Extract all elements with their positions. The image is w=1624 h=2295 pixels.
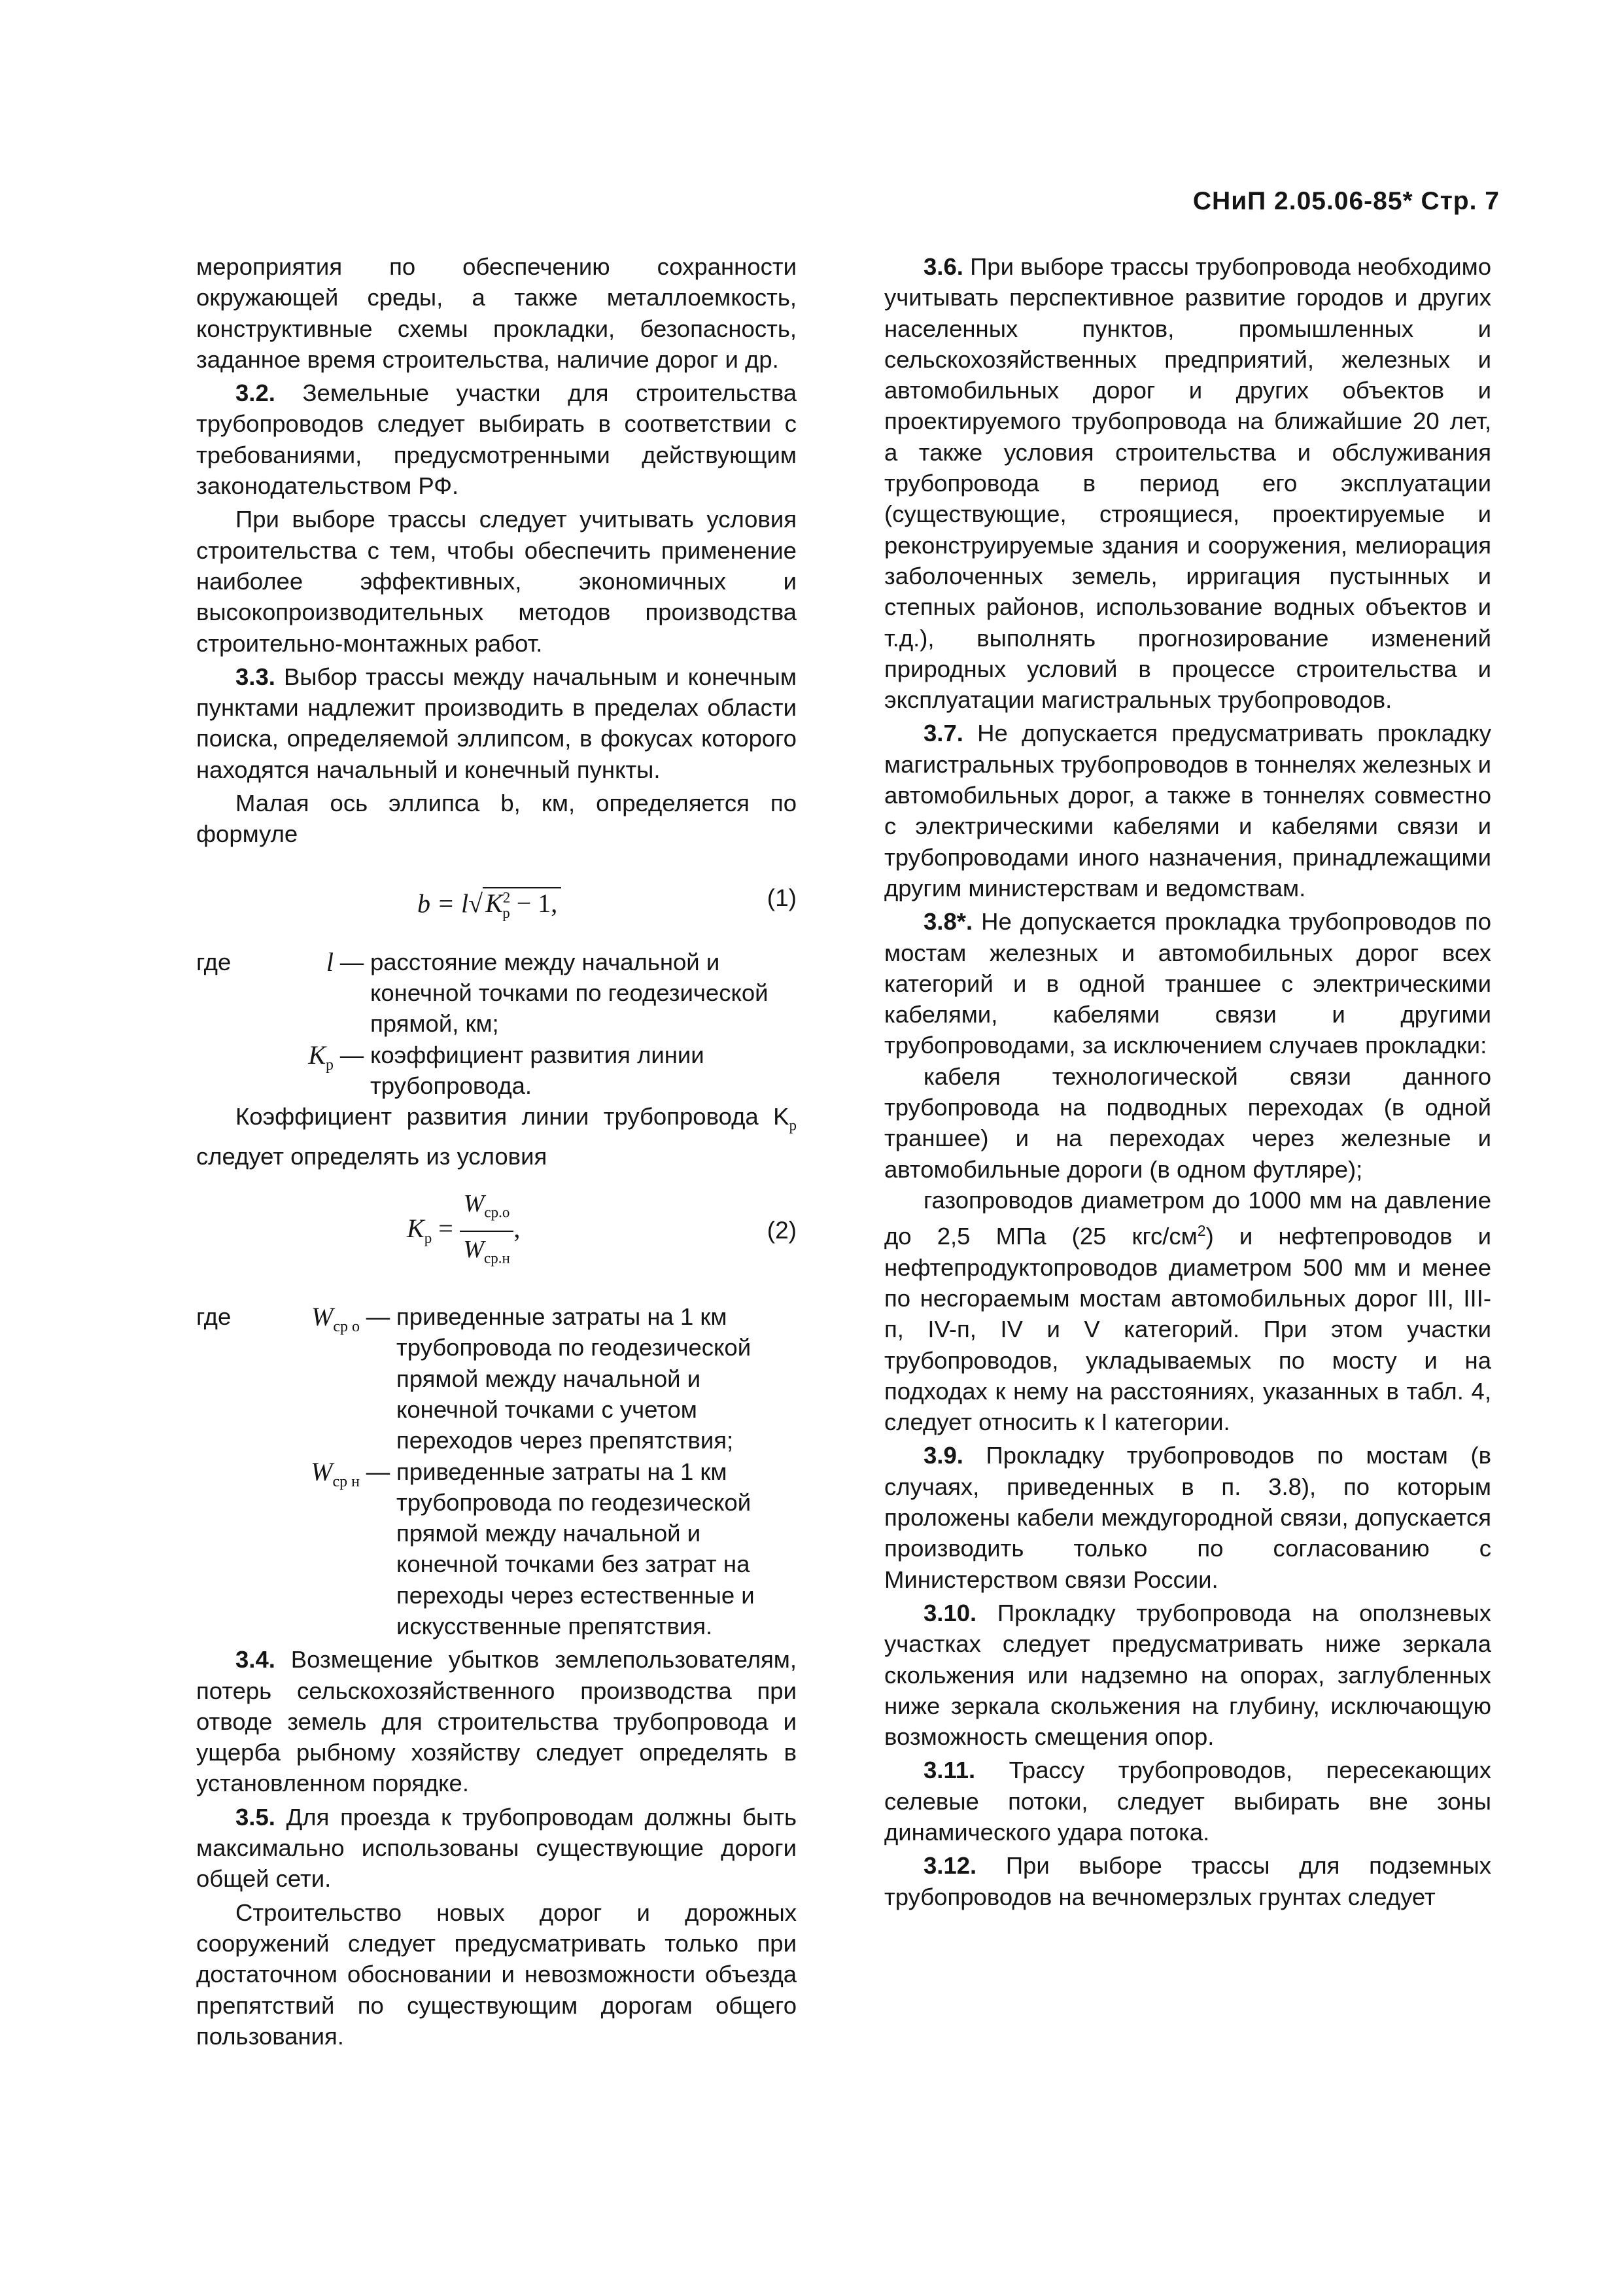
section-text: Не допускается предусматривать прокладку магистральных трубопроводов в тоннелях железных и автомобильных дорог, а также в тоннелях совместно с электрическими кабелями и кабелями связи и трубопроводами иного назначения, принадлежащими другим министерствам и ведомствам. bbox=[884, 720, 1491, 902]
where-label: где bbox=[196, 948, 232, 975]
section-3-3 bbox=[196, 661, 797, 785]
section-3-8 bbox=[884, 906, 1491, 1060]
symbol-letter: K bbox=[308, 1040, 326, 1070]
right-column bbox=[884, 251, 1491, 1912]
section-text: Прокладку трубопровода на оползневых участках следует предусматривать ниже зеркала скольжения или надземно на опорах, заглубленных ниже зеркала скольжения на глубину, исключающую возможность смещения опор. bbox=[884, 1599, 1491, 1751]
section-3-10 bbox=[884, 1598, 1491, 1752]
paragraph-new-roads: Строительство новых дорог и дорожных сооружений следует предусматривать только при достаточном обосновании и невозможности объезда препятствий по существующим дорогам общего пользования. bbox=[196, 1899, 797, 2050]
paragraph-cable-exception: кабеля технологической связи данного трубопровода на подводных переходах (в одной траншее) и на переходах через железные и автомобильные дороги (в одном футляре); bbox=[884, 1062, 1491, 1183]
definition-row bbox=[196, 1301, 797, 1456]
paragraph-route-conditions: При выборе трассы следует учитывать условия строительства с тем, чтобы обеспечить применение наиболее эффективных, экономичных и высокопроизводительных методов производства строительно-монтажных работ. bbox=[196, 506, 797, 657]
section-3-2 bbox=[196, 377, 797, 501]
definition-text: приведенные затраты на 1 км трубопровода по геодезической прямой между начальной и конечной точками с учетом переходов через препятствия; bbox=[396, 1303, 752, 1454]
fraction bbox=[460, 1189, 514, 1274]
section-text: Для проезда к трубопроводам должны быть максимально использованы существующие дороги общей сети. bbox=[196, 1803, 797, 1893]
definition-symbol bbox=[268, 1301, 360, 1342]
paragraph-intro: мероприятия по обеспечению сохранности окружающей среды, а также металлоемкость, конструктивные схемы прокладки, безопасность, заданное время строительства, наличие дорог и др. bbox=[196, 253, 797, 373]
formula-subscript: р bbox=[424, 1230, 432, 1247]
unit-superscript: 2 bbox=[1197, 1222, 1206, 1240]
section-3-11 bbox=[884, 1755, 1491, 1848]
section-text: Выбор трассы между начальным и конечным пунктами надлежит производить в пределах области поиска, определяемой эллипсом, в фокусах которого находятся начальный и конечный пункты. bbox=[196, 663, 797, 783]
definition-text: расстояние между начальной и конечной точками по геодезической прямой, км; bbox=[370, 948, 769, 1038]
formula-2 bbox=[196, 1183, 797, 1275]
paragraph-ellipse-axis: Малая ось эллипса b, км, определяется по формуле bbox=[196, 790, 797, 848]
definition-row bbox=[196, 1040, 797, 1102]
running-head: СНиП 2.05.06-85* Стр. 7 bbox=[1192, 187, 1500, 215]
formula-2-expression bbox=[407, 1189, 520, 1274]
section-text: Земельные участки для строительства трубопроводов следует выбирать в соответствии с требованиями, предусмотренными действующим законодательством РФ. bbox=[196, 379, 797, 500]
symbol-letter: W bbox=[311, 1456, 333, 1486]
section-number: 3.2. bbox=[235, 379, 275, 407]
numerator-symbol: W bbox=[463, 1190, 485, 1218]
coef-subscript: р bbox=[789, 1117, 797, 1134]
formula-equals: = bbox=[432, 1214, 460, 1244]
coef-text: Коэффициент развития линии трубопровода K bbox=[235, 1103, 789, 1130]
numerator-subscript: ср.о bbox=[484, 1204, 510, 1221]
where-label: где bbox=[196, 1303, 232, 1331]
formula-superscript: 2 bbox=[502, 889, 511, 906]
section-text: При выборе трассы трубопровода необходимо учитывать перспективное развитие городов и других населенных пунктов, промышленных и сельскохозяйственных предприятий, железных и автомобильных дорог и других объектов и проектируемого трубопровода на ближайшие 20 лет, а также условия строительства и обслуживания трубопровода в период его эксплуатации (существующие, строящиеся, проектируемые и реконструируемые здания и сооружения, мелиорация заболоченных земель, ирригация пустынных и степных районов, использование водных объектов и т.д.), выполнять прогнозирование изменений природных условий в процессе строительства и эксплуатации магистральных трубопроводов. bbox=[884, 253, 1491, 714]
left-column bbox=[196, 251, 797, 2052]
section-number: 3.8*. bbox=[924, 908, 973, 936]
definition-dash: — bbox=[366, 1303, 390, 1331]
section-3-6 bbox=[884, 251, 1491, 715]
formula-tail: , bbox=[513, 1214, 521, 1244]
symbol-subscript: р bbox=[326, 1056, 334, 1074]
denominator-subscript: ср.н bbox=[484, 1250, 510, 1267]
equation-number: (1) bbox=[767, 884, 797, 911]
definition-symbol bbox=[268, 1040, 334, 1081]
formula-1 bbox=[196, 868, 797, 937]
section-3-4 bbox=[196, 1644, 797, 1798]
section-number: 3.6. bbox=[924, 253, 963, 280]
definition-symbol bbox=[268, 947, 334, 977]
section-3-12 bbox=[884, 1850, 1491, 1912]
formula-1-expression: b = l√ $K^2_р - 1$, bbox=[417, 883, 561, 929]
symbol-letter: W bbox=[311, 1302, 334, 1332]
section-text: Возмещение убытков землепользователям, потерь сельскохозяйственного производства при отводе земель для строительства трубопровода и ущерба рыбному хозяйству следует определять в установленном порядке. bbox=[196, 1646, 797, 1797]
formula-tail: − 1, bbox=[510, 888, 558, 918]
fraction-denominator bbox=[460, 1232, 514, 1274]
section-number: 3.11. bbox=[924, 1757, 976, 1784]
section-number: 3.5. bbox=[235, 1803, 275, 1831]
symbol-subscript: ср н bbox=[332, 1473, 360, 1490]
definition-dash: — bbox=[339, 948, 364, 975]
section-3-9 bbox=[884, 1440, 1491, 1594]
definition-dash: — bbox=[366, 1458, 390, 1485]
section-number: 3.4. bbox=[235, 1646, 275, 1673]
section-text: Трассу трубопроводов, пересекающих селевые потоки, следует выбирать вне зоны динамического удара потока. bbox=[884, 1757, 1491, 1846]
symbol-subscript: ср о bbox=[333, 1318, 360, 1336]
definitions-2 bbox=[196, 1301, 797, 1641]
formula-lhs: b = l bbox=[417, 888, 469, 918]
definition-row bbox=[196, 1456, 797, 1642]
definition-dash: — bbox=[339, 1041, 364, 1068]
fraction-numerator bbox=[460, 1189, 514, 1232]
paragraph-coefficient bbox=[196, 1101, 797, 1172]
gas-text-a: газопроводов диаметром до 1000 мм на давление до 2,5 МПа (25 кгс/см bbox=[884, 1186, 1491, 1250]
definitions-1 bbox=[196, 947, 797, 1101]
gas-text-b: ) и нефтепроводов и нефтепродуктопроводов диаметром 500 мм и менее по несгораемым мостам автомобильных дорог III, III-п, IV-п, IV и V категорий. При этом участки трубопроводов, укладываемых по мосту и на подходах к нему на расстояниях, указанных в табл. 4, следует относить к I категории. bbox=[884, 1223, 1491, 1436]
paragraph-gas-exception bbox=[884, 1185, 1491, 1438]
definition-symbol bbox=[268, 1456, 360, 1498]
section-text: Не допускается прокладка трубопроводов по мостам железных и автомобильных дорог всех категорий и в одной траншее с электрическими кабелями, кабелями связи и другими трубопроводами, за исключением случаев прокладки: bbox=[884, 908, 1491, 1059]
section-number: 3.3. bbox=[235, 663, 275, 690]
formula-lhs: K bbox=[407, 1214, 424, 1244]
section-text: Прокладку трубопроводов по мостам (в случаях, приведенных в п. 3.8), по которым проложены кабели междугородной связи, допускается производить только по согласованию с Министерством связи России. bbox=[884, 1442, 1491, 1593]
denominator-symbol: W bbox=[463, 1235, 484, 1263]
section-3-7 bbox=[884, 718, 1491, 903]
section-text: При выборе трассы для подземных трубопроводов на вечномерзлых грунтах следует bbox=[884, 1852, 1491, 1910]
section-3-5 bbox=[196, 1802, 797, 1895]
equation-number: (2) bbox=[767, 1217, 797, 1244]
definition-row bbox=[196, 947, 797, 1040]
symbol-letter: l bbox=[326, 947, 334, 977]
definition-text: приведенные затраты на 1 км трубопровода по геодезической прямой между начальной и конечной точками без затрат на переходы через естественные и искусственные препятствия. bbox=[396, 1458, 755, 1639]
section-number: 3.12. bbox=[924, 1852, 977, 1880]
section-number: 3.7. bbox=[924, 720, 963, 747]
coef-tail: следует определять из условия bbox=[196, 1142, 547, 1170]
section-number: 3.9. bbox=[924, 1442, 963, 1469]
formula-subscript: р bbox=[502, 904, 510, 921]
definition-text: коэффициент развития линии трубопровода. bbox=[370, 1041, 704, 1099]
formula-symbol: K bbox=[485, 888, 503, 918]
section-number: 3.10. bbox=[924, 1599, 977, 1626]
